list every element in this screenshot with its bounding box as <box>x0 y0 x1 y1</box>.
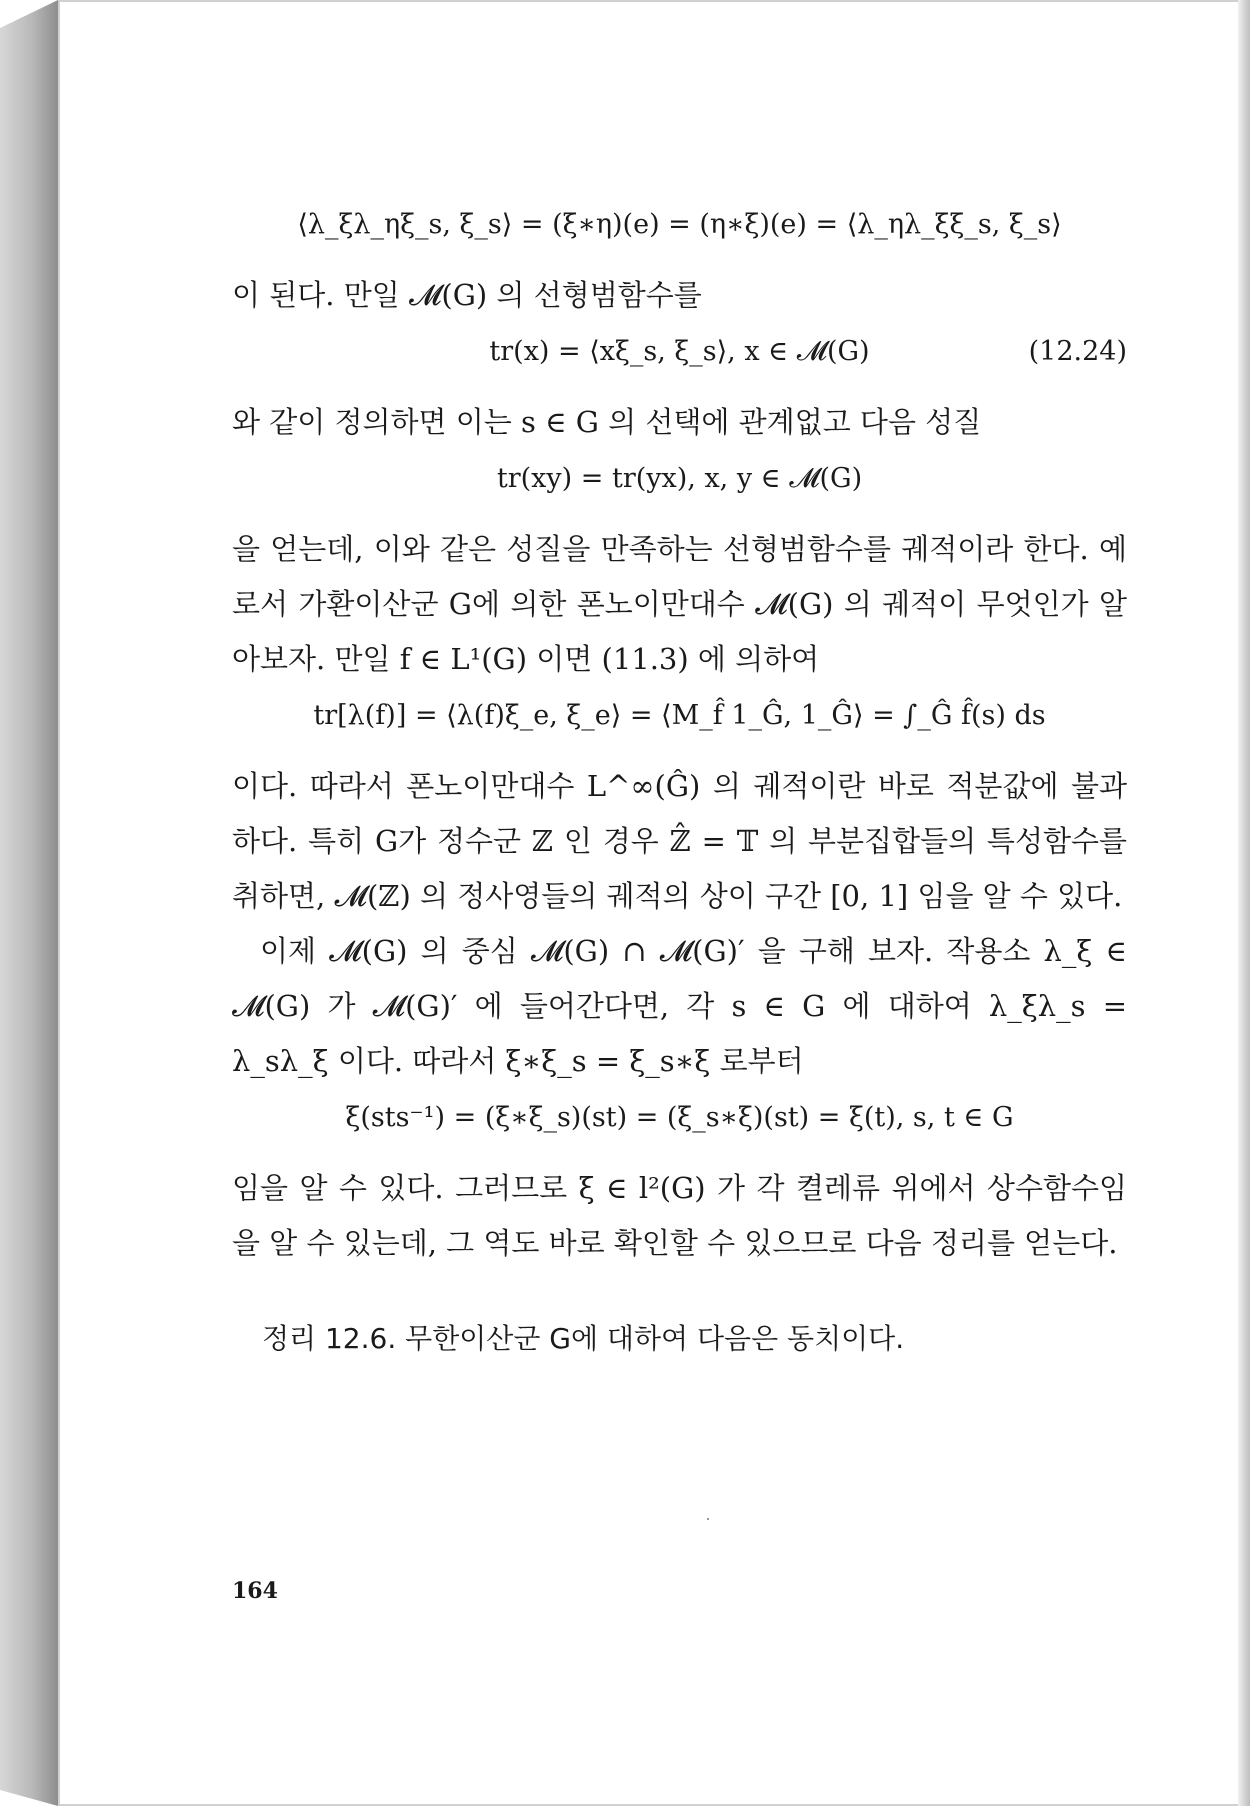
equation-inner-product: ⟨λ_ξλ_ηξ_s, ξ_s⟩ = (ξ∗η)(e) = (η∗ξ)(e) = ⟨λ_ηλ_ξξ_s, ξ_s⟩ <box>297 209 1062 240</box>
equation-number: (12.24) <box>1028 336 1127 367</box>
equation-conjugation: ξ(sts⁻¹) = (ξ∗ξ_s)(st) = (ξ_s∗ξ)(st) = ξ(t), s, t ∈ G <box>345 1102 1014 1133</box>
paragraph-5: 이제 𝓜(G) 의 중심 𝓜(G) ∩ 𝓜(G)′ 을 구해 보자. 작용소 λ_ξ ∈ 𝓜(G) 가 𝓜(G)′ 에 들어간다면, 각 s ∈ G 에 대하여 λ_ξλ_s = λ_sλ_ξ 이다. 따라서 ξ∗ξ_s = ξ_s∗ξ 로부터 <box>232 934 1127 1078</box>
page-body <box>232 196 1127 1359</box>
page-edge <box>1238 0 1250 1806</box>
paragraph-6: 임을 알 수 있다. 그러므로 ξ ∈ l²(G) 가 각 켤레류 위에서 상수함수임을 알 수 있는데, 그 역도 바로 확인할 수 있으므로 다음 정리를 얻는다. <box>232 1171 1127 1260</box>
paragraph-2: 와 같이 정의하면 이는 s ∈ G 의 선택에 관계없고 다음 성질 <box>232 405 982 439</box>
paragraph-3: 을 얻는데, 이와 같은 성질을 만족하는 선형범함수를 궤적이라 한다. 예로서 가환이산군 G에 의한 폰노이만대수 𝓜(G) 의 궤적이 무엇인가 알아보자. 만일 f ∈ L¹(G) 이면 (11.3) 에 의하여 <box>232 532 1127 676</box>
equation-trace-definition: tr(x) = ⟨xξ_s, ξ_s⟩, x ∈ 𝓜(G) (12.24) <box>232 331 1127 373</box>
page-number: 164 <box>232 1578 278 1604</box>
paragraph-4: 이다. 따라서 폰노이만대수 L^∞(Ĝ) 의 궤적이란 바로 적분값에 불과하다. 특히 G가 정수군 ℤ 인 경우 ℤ̂ = 𝕋 의 부분집합들의 특성함수를 취하면, 𝓜(ℤ) 의 정사영들의 궤적의 상이 구간 [0, 1] 임을 알 수 있다. <box>232 769 1127 913</box>
equation-trace-commute: tr(xy) = tr(yx), x, y ∈ 𝓜(G) <box>496 463 863 494</box>
equation-trace-integral: tr[λ(f)] = ⟨λ(f)ξ_e, ξ_e⟩ = ⟨M_f̂ 1_Ĝ, 1_Ĝ⟩ = ∫_Ĝ f̂(s) ds <box>313 700 1046 731</box>
book-spine <box>0 0 58 1806</box>
paragraph-1: 이 된다. 만일 𝓜(G) 의 선형범함수를 <box>232 278 702 312</box>
print-speck <box>707 1518 709 1520</box>
theorem-statement: 정리 12.6. 무한이산군 G에 대하여 다음은 동치이다. <box>262 1322 905 1355</box>
